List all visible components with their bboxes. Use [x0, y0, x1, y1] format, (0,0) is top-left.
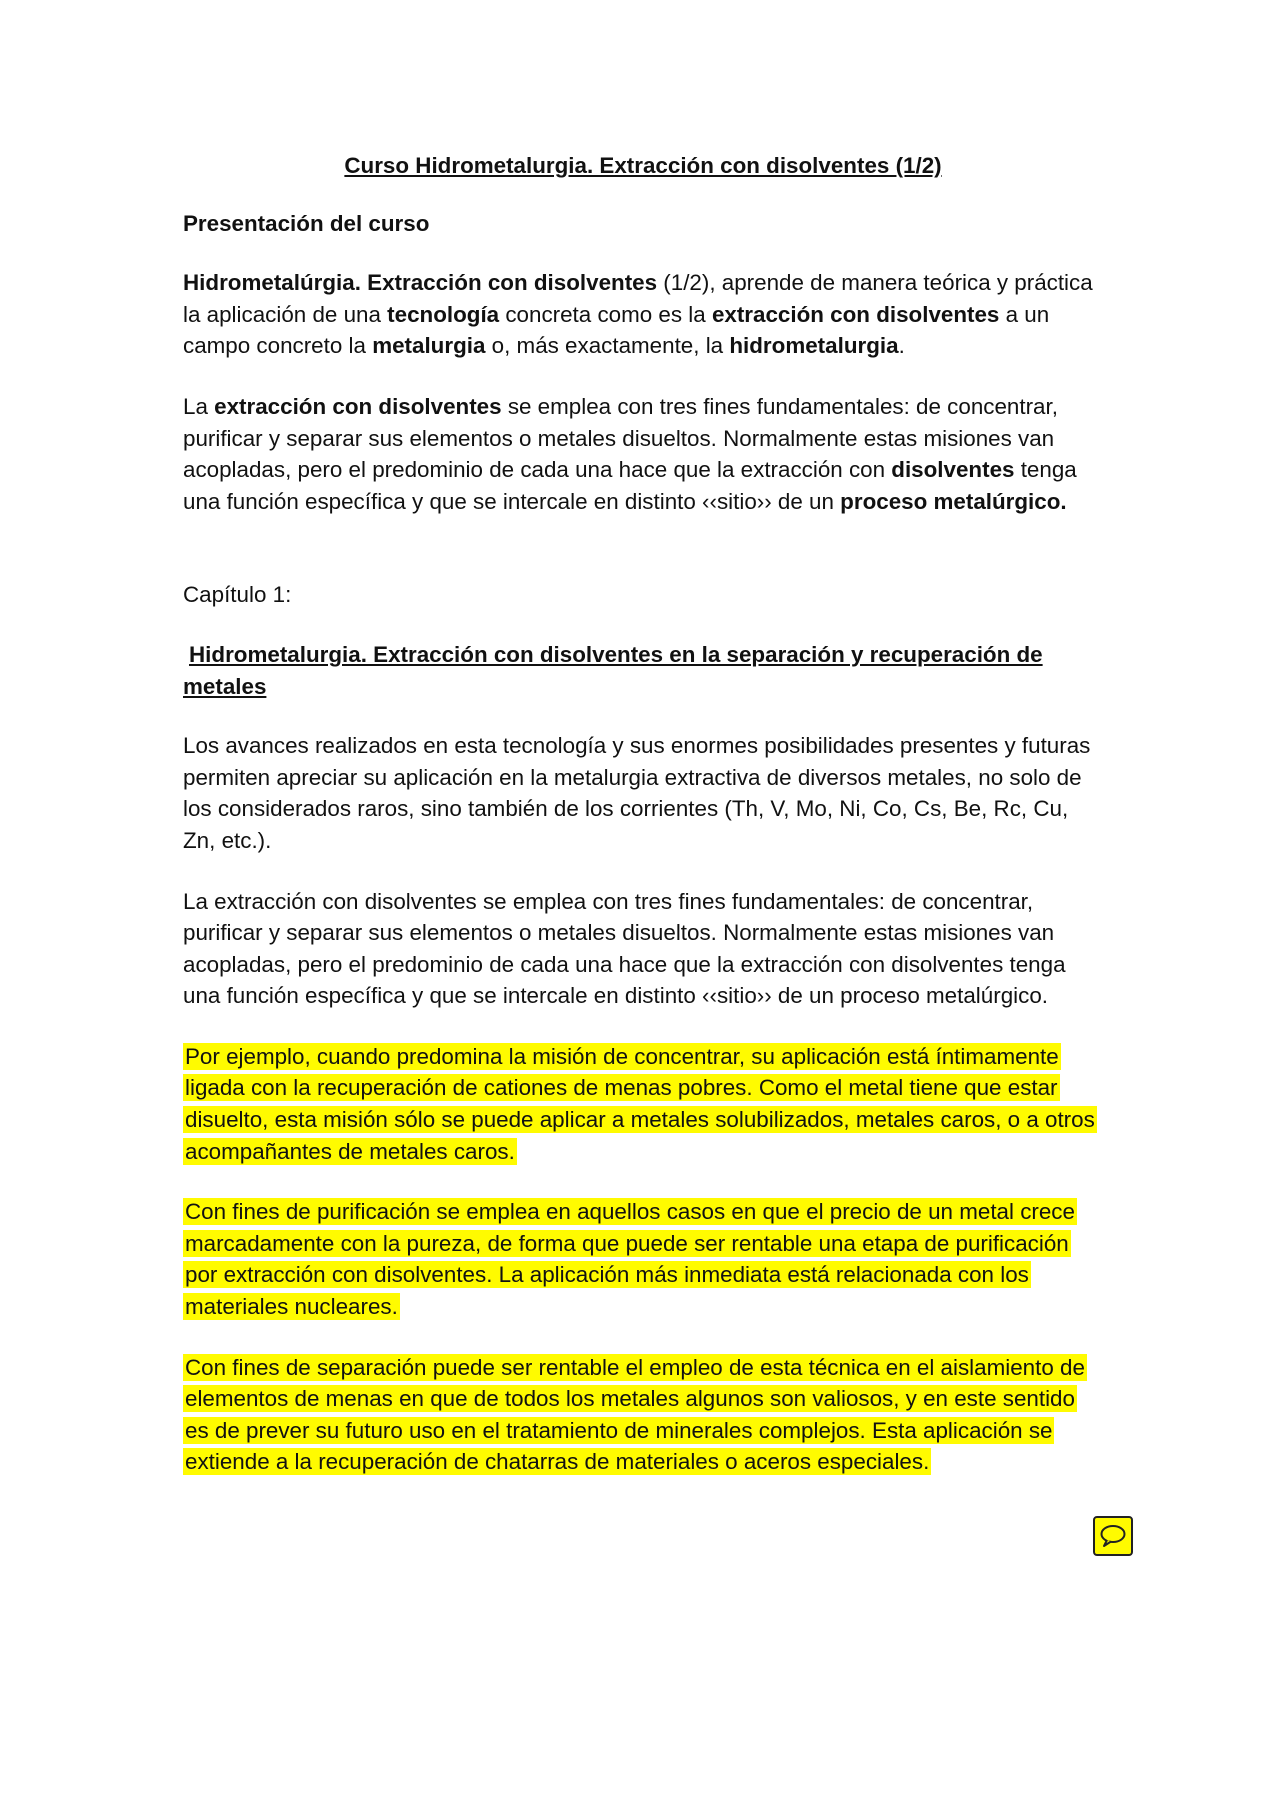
highlight: Por ejemplo, cuando predomina la misión de concentrar, su aplicación está íntimamente ligada con la recuperación de cationes de menas pobres. Como el metal tiene que estar disuelto, esta misión sólo se puede aplicar a metales solubilizados, metales caros, o a otros acompañantes de metales caros.	[185, 1043, 1095, 1164]
purposes-paragraph-plain: La extracción con disolventes se emplea con tres fines fundamentales: de concentrar, purificar y separar sus elementos o metales disueltos. Normalmente estas misiones van acopladas, pero el predominio de cada una hace que la extracción con disolventes tenga una función específica y que se intercale en distinto ‹‹sitio›› de un proceso metalúrgico.	[183, 888, 1066, 1009]
separation-paragraph	[183, 1352, 1103, 1478]
highlight: Con fines de separación puede ser rentable el empleo de esta técnica en el aislamiento de elementos de menas en que de todos los metales algunos son valiosos, y en este sentido es de prever su futuro uso en el tratamiento de minerales complejos. Esta aplicación se extiende a la recuperación de chatarras de materiales o aceros especiales.	[185, 1354, 1085, 1475]
purification-paragraph	[183, 1196, 1103, 1322]
presentation-heading: Presentación del curso	[183, 210, 430, 236]
speech-bubble-icon[interactable]	[1093, 1516, 1133, 1556]
document-title: Curso Hidrometalurgia. Extracción con disolventes (1/2)	[344, 153, 942, 178]
purposes-paragraph: La extracción con disolventes se emplea con tres fines fundamentales: de concentrar, purificar y separar sus elementos o metales disueltos. Normalmente estas misiones van acopladas, pero el predominio de cada una hace que la extracción con disolventes tenga una función específica y que se intercale en distinto ‹‹sitio›› de un proceso metalúrgico.	[183, 393, 1077, 514]
advances-paragraph: Los avances realizados en esta tecnología y sus enormes posibilidades presentes y futuras permiten apreciar su aplicación en la metalurgia extractiva de diversos metales, no solo de los considerados raros, sino también de los corrientes (Th, V, Mo, Ni, Co, Cs, Be, Rc, Cu, Zn, etc.).	[183, 733, 1091, 853]
intro-paragraph: Hidrometalúrgia. Extracción con disolventes (1/2), aprende de manera teórica y práctica la aplicación de una tecnología concreta como es la extracción con disolventes a un campo concreto la metalurgia o, más exactamente, la hidrometalurgia.	[183, 270, 1093, 359]
concentration-paragraph	[183, 1041, 1103, 1167]
chapter-label: Capítulo 1:	[183, 582, 292, 608]
chapter-title: Hidrometalurgia. Extracción con disolventes en la separación y recuperación de metales	[183, 641, 1043, 699]
highlight: Con fines de purificación se emplea en aquellos casos en que el precio de un metal crece marcadamente con la pureza, de forma que puede ser rentable una etapa de purificación por extracción con disolventes. La aplicación más inmediata está relacionada con los materiales nucleares.	[185, 1199, 1075, 1320]
document-body	[183, 150, 1103, 1507]
